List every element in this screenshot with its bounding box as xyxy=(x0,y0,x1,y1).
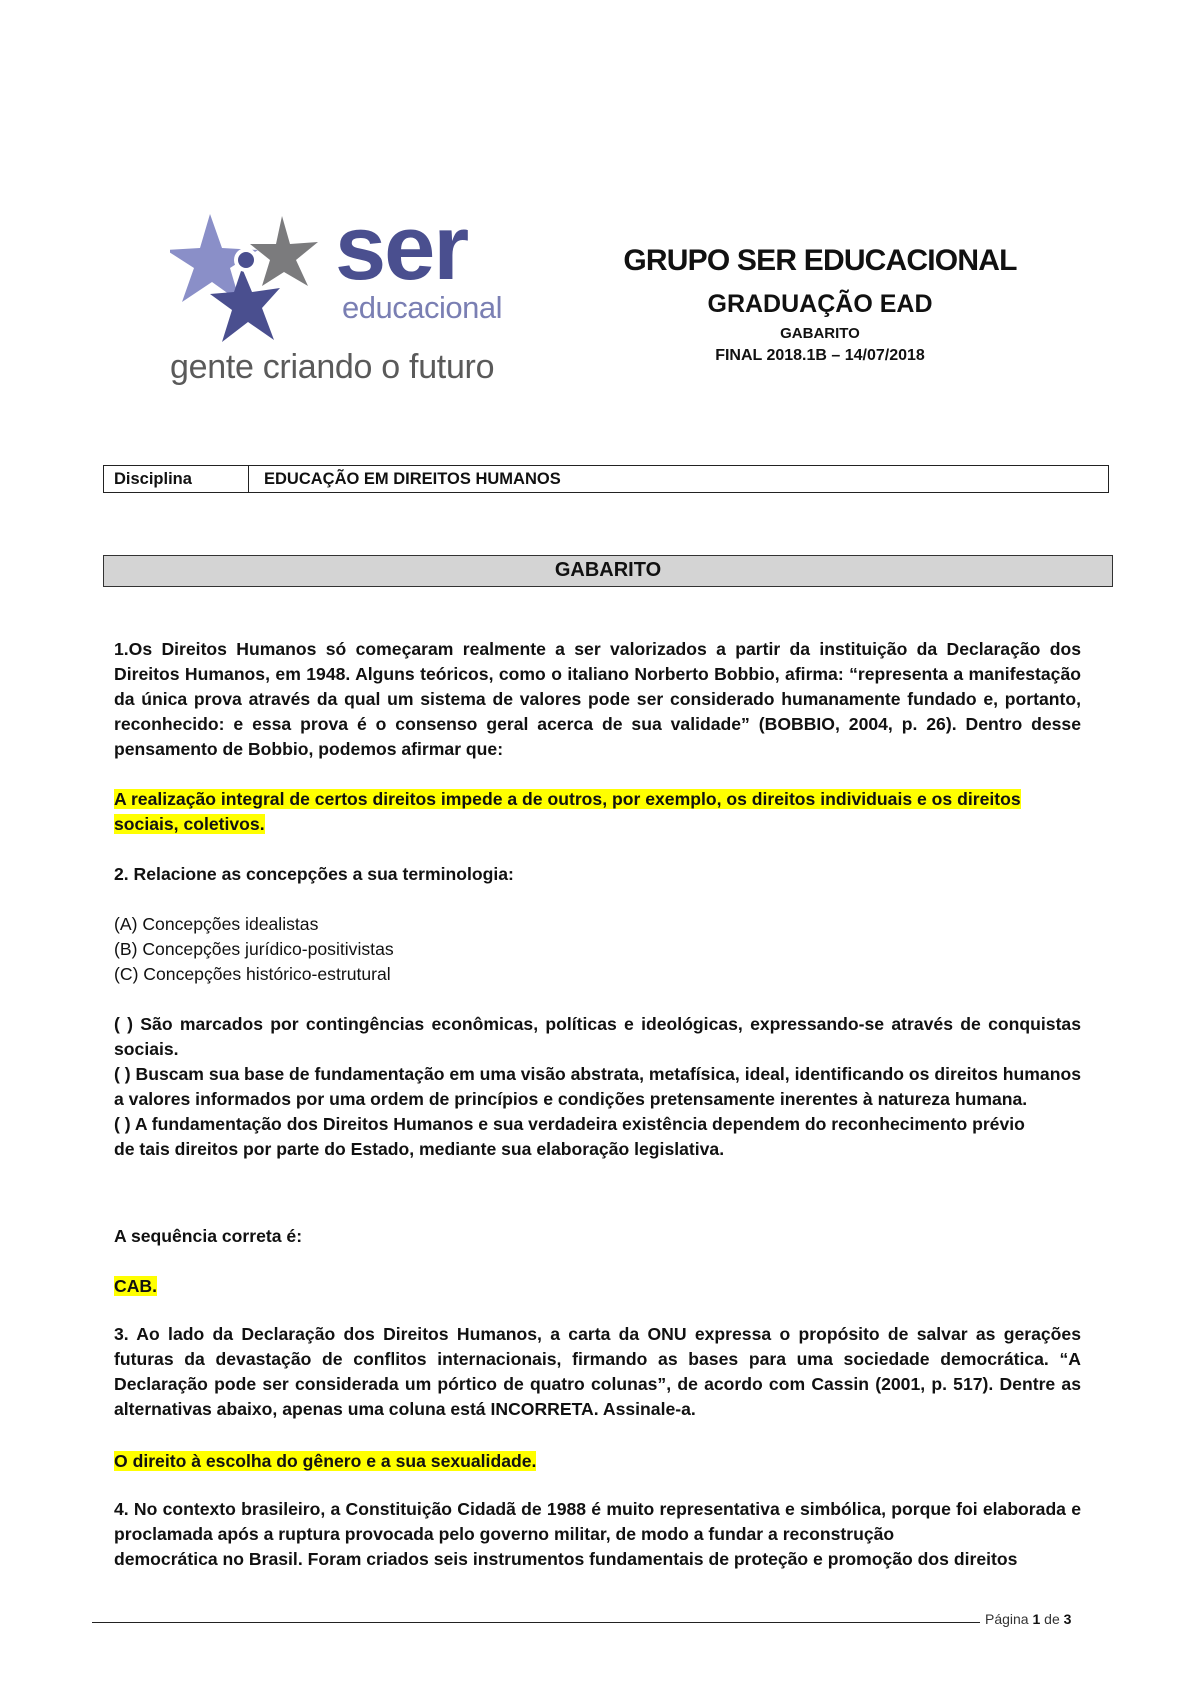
discipline-table xyxy=(103,465,1109,493)
question-4 xyxy=(114,1497,1081,1572)
answer-2 xyxy=(114,1274,1081,1299)
header-exam-date: FINAL 2018.1B – 14/07/2018 xyxy=(715,347,925,364)
discipline-value: EDUCAÇÃO EM DIREITOS HUMANOS xyxy=(264,470,561,488)
answer-1-line-1: A realização integral de certos direitos impede a de outros, por exemplo, os direitos individuais e os direitos xyxy=(114,789,1021,809)
page-current: 1 xyxy=(1032,1611,1041,1627)
page-number xyxy=(985,1612,1071,1626)
option-b: (B) Concepções jurídico-positivistas xyxy=(114,939,394,959)
item-3-line-2: de tais direitos por parte do Estado, mediante sua elaboração legislativa. xyxy=(114,1139,725,1159)
question-1: 1.Os Direitos Humanos só começaram realmente a ser valorizados a partir da instituição da Declaração dos Direitos Humanos, em 1948. Alguns teóricos, como o italiano Norberto Bobbio, afirma: “representa a manifestação da única prova através da qual um sistema de valores pode ser considerado humanamente fundado e, portanto, reconhecido: e essa prova é o consenso geral acerca de sua validade” (BOBBIO, 2004, p. 26). Dentro desse pensamento de Bobbio, podemos afirmar que: xyxy=(114,639,1081,759)
person-head-inner-icon xyxy=(238,252,254,268)
answer-2-text: CAB. xyxy=(114,1276,158,1296)
gray-star-icon xyxy=(250,216,318,286)
question-2-items xyxy=(114,1012,1081,1162)
answer-3-text: O direito à escolha do gênero e a sua sexualidade. xyxy=(114,1451,537,1471)
question-2: 2. Relacione as concepções a sua terminologia: xyxy=(114,864,514,884)
item-1: ( ) São marcados por contingências econômicas, políticas e ideológicas, expressando-se através de conquistas sociais. xyxy=(114,1014,1081,1059)
header-doc-type: GABARITO xyxy=(780,325,860,342)
question-3: 3. Ao lado da Declaração dos Direitos Humanos, a carta da ONU expressa o propósito de salvar as gerações futuras da devastação de conflitos internacionais, firmando as bases para uma sociedade democrática. “A Declaração pode ser considerada um pórtico de quatro colunas”, de acordo com Cassin (2001, p. 517). Dentre as alternativas abaixo, apenas uma coluna está INCORRETA. Assinale-a. xyxy=(114,1324,1081,1419)
option-c: (C) Concepções histórico-estrutural xyxy=(114,964,391,984)
ser-educacional-logo xyxy=(170,197,510,390)
header-subtitle: GRADUAÇÃO EAD xyxy=(707,290,933,318)
footer-divider xyxy=(92,1622,980,1623)
item-2: ( ) Buscam sua base de fundamentação em uma visão abstrata, metafísica, ideal, identificando os direitos humanos a valores informados por uma ordem de princípios e condições pretensamente inerentes à natureza humana. xyxy=(114,1064,1081,1109)
logo-wordmark: ser xyxy=(335,197,468,299)
question-4-line-2: democrática no Brasil. Foram criados seis instrumentos fundamentais de proteção e promoção dos direitos xyxy=(114,1549,1018,1569)
option-a: (A) Concepções idealistas xyxy=(114,914,319,934)
section-title: GABARITO xyxy=(103,555,1113,587)
of-word: de xyxy=(1044,1611,1060,1627)
item-3-line-1: ( ) A fundamentação dos Direitos Humanos e sua verdadeira existência dependem do reconhecimento prévio xyxy=(114,1114,1025,1134)
stars-logo-icon xyxy=(170,210,340,350)
logo-tagline: gente criando o futuro xyxy=(170,348,495,386)
sequence-label: A sequência correta é: xyxy=(114,1226,303,1246)
answer-3 xyxy=(114,1449,1081,1474)
logo-subtitle: educacional xyxy=(342,290,502,325)
question-2-options xyxy=(114,912,1081,987)
discipline-label: Disciplina xyxy=(104,466,249,492)
answer-1-line-2: sociais, coletivos. xyxy=(114,814,265,834)
page-total: 3 xyxy=(1063,1611,1072,1627)
question-4-line-1: 4. No contexto brasileiro, a Constituição Cidadã de 1988 é muito representativa e simbólica, porque foi elaborada e proclamada após a ruptura provocada pelo governo militar, de modo a fundar a reconstrução xyxy=(114,1499,1081,1544)
answer-1 xyxy=(114,787,1081,837)
header-title: GRUPO SER EDUCACIONAL xyxy=(623,244,1017,277)
page-word: Página xyxy=(985,1611,1029,1627)
